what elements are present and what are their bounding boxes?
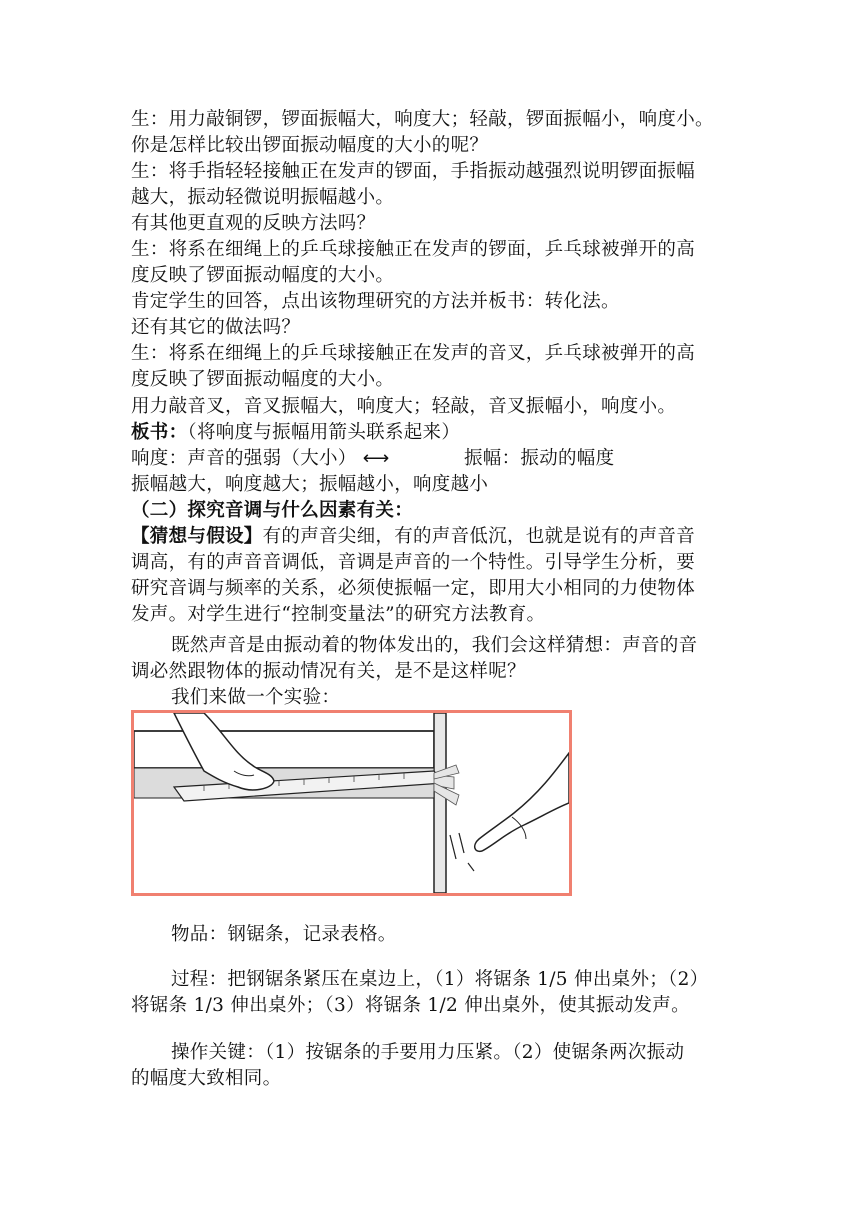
amplitude-definition: 振幅：振动的幅度 [464,448,615,469]
text-line: 肯定学生的回答，点出该物理研究的方法并板书：转化法。 [131,291,620,312]
text-line: 生：用力敲铜锣，锣面振幅大，响度大；轻敲，锣面振幅小，响度小。 [131,109,714,130]
key-line: 操作关键：（1）按锯条的手要用力压紧。（2）使锯条两次振动 [171,1042,685,1063]
board-summary: 振幅越大，响度越大；振幅越小，响度越小 [131,474,489,495]
text-line: 生：将系在细绳上的乒乓球接触正在发声的锣面，乒乓球被弹开的高 [131,239,696,260]
text-line: 发声。对学生进行“控制变量法”的研究方法教育。 [131,604,546,625]
text-line: 生：将系在细绳上的乒乓球接触正在发声的音叉，乒乓球被弹开的高 [131,343,696,364]
process-line: 将锯条 1/3 伸出桌外；（3）将锯条 1/2 伸出桌外，使其振动发声。 [131,995,690,1016]
hypothesis-label: 【猜想与假设】 [131,526,263,547]
text-line: 既然声音是由振动着的物体发出的，我们会这样猜想：声音的音 [171,635,698,656]
process-line: 过程：把钢锯条紧压在桌边上，（1）将锯条 1/5 伸出桌外；（2） [171,969,709,990]
double-arrow-icon: ⟷ [362,448,390,469]
text-line: 越大，振动轻微说明振幅越小。 [131,187,395,208]
section-heading: （二）探究音调与什么因素有关： [131,500,414,521]
experiment-illustration [131,710,572,896]
text-line: 有其他更直观的反映方法吗？ [131,213,376,234]
experiment-intro: 我们来做一个实验： [171,687,341,708]
text-line: 调高，有的声音音调低，音调是声音的一个特性。引导学生分析，要 [131,552,696,573]
board-label: 板书： [131,422,188,443]
key-line: 的幅度大致相同。 [131,1068,282,1089]
board-note: （将响度与振幅用箭头联系起来） [187,422,461,443]
hypothesis-line [131,524,731,550]
materials-line: 物品：钢锯条，记录表格。 [171,924,397,945]
text-line: 调必然跟物体的振动情况有关，是不是这样呢？ [131,661,526,682]
board-relation [131,446,731,472]
text-line: 研究音调与频率的关系，必须使振幅一定，即用大小相同的力使物体 [131,578,696,599]
text-line: 用力敲音叉，音叉振幅大，响度大；轻敲，音叉振幅小，响度小。 [131,396,677,417]
hypothesis-text: 有的声音尖细，有的声音低沉，也就是说有的声音音 [262,526,696,547]
text-line: 度反映了锣面振动幅度的大小。 [131,369,395,390]
loudness-definition: 响度：声音的强弱（大小） [131,448,357,469]
text-line: 还有其它的做法吗？ [131,317,301,338]
text-line: 生：将手指轻轻接触正在发声的锣面，手指振动越强烈说明锣面振幅 [131,161,696,182]
board-line [131,420,731,446]
text-line: 度反映了锣面振动幅度的大小。 [131,265,395,286]
text-line: 你是怎样比较出锣面振动幅度的大小的呢？ [131,135,489,156]
